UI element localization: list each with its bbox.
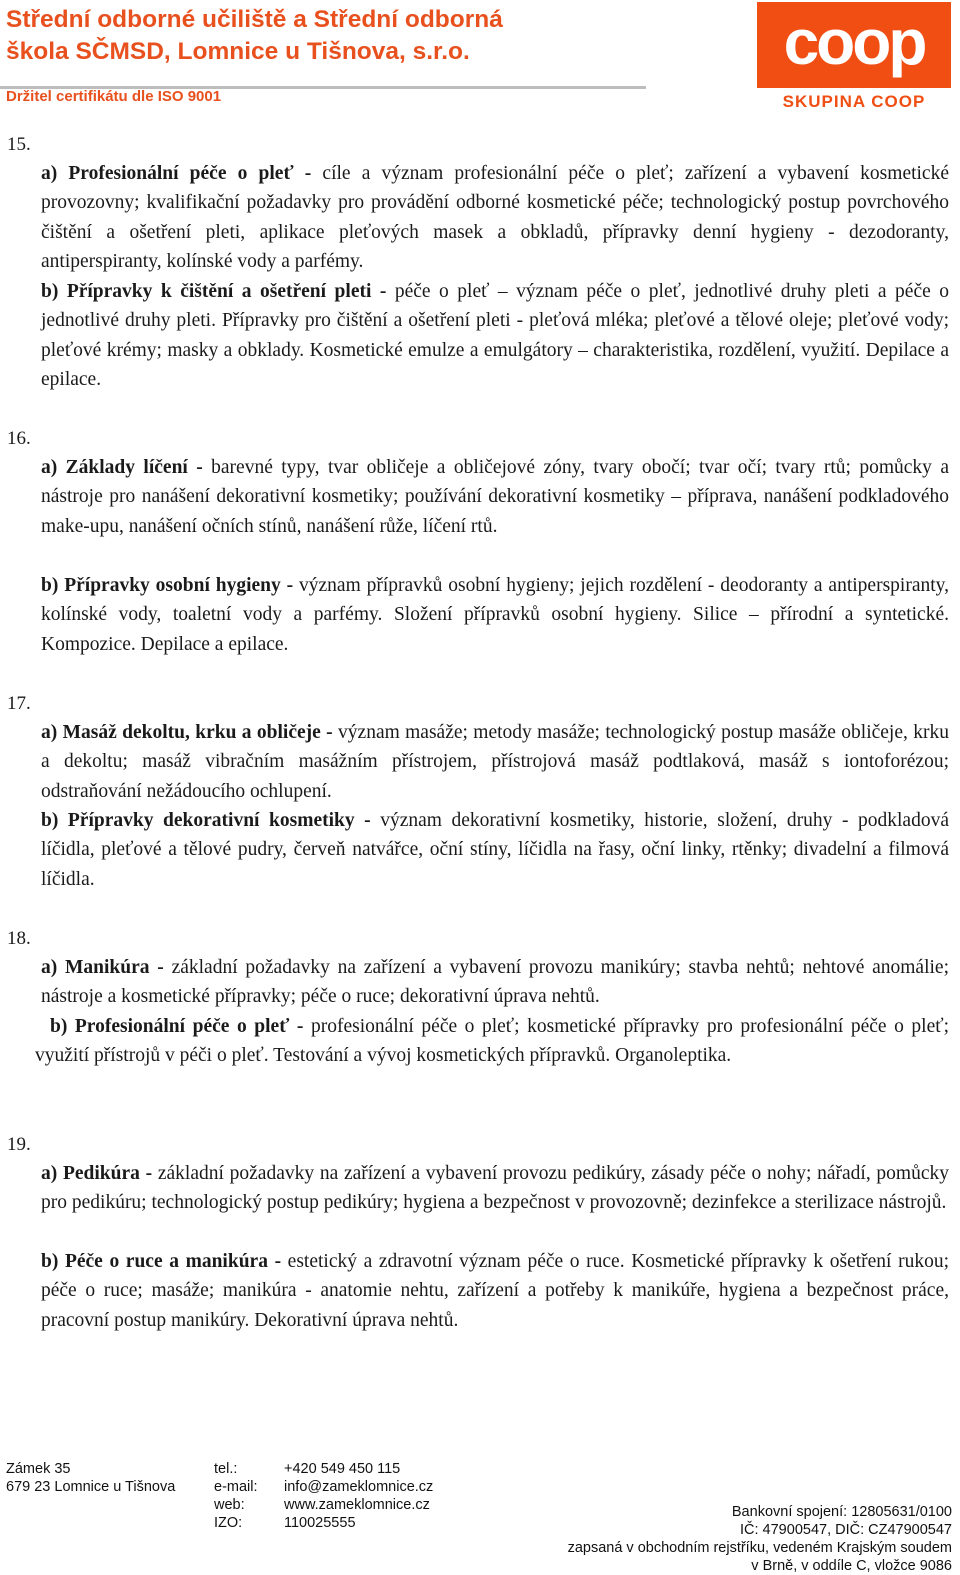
footer-email-label: e-mail: xyxy=(214,1479,258,1495)
section-16-b xyxy=(41,571,949,659)
footer-register-line1: zapsaná v obchodním rejstříku, vedeném Krajským soudem xyxy=(567,1540,952,1556)
section-17-a-title: a) Masáž dekoltu, krku a obličeje - xyxy=(41,722,333,743)
section-15-a-text: cíle a význam profesionální péče o pleť; zařízení a vybavení kosmetické provozovny; kvalifikační požadavky pro provádění odborné kosmetické péče; technologický postup povrchového čištění a ošetření pleti, aplikace pleťových masek a obkladů, přípravky denní hygieny - dezodoranty, antiperspiranty, kolínské vody a parfémy. xyxy=(41,163,949,273)
footer-register-line2: v Brně, v oddíle C, vložce 9086 xyxy=(751,1558,952,1574)
section-17-b-title: b) Přípravky dekorativní kosmetiky - xyxy=(41,810,371,831)
section-18-a-text: základní požadavky na zařízení a vybavení provozu manikúry; stavba nehtů; nehtové anomálie; nástroje a kosmetické přípravky; péče o ruce; dekorativní úprava nehtů. xyxy=(41,957,949,1008)
section-15-b-text: péče o pleť – význam péče o pleť, jednotlivé druhy pleti a péče o jednotlivé druhy pleti. Přípravky pro čištění a ošetření pleti - pleťová mléka; pleťové a tělové oleje; pleťové vody; pleťové krémy; masky a obklady. Kosmetické emulze a emulgátory – charakteristika, rozdělení, využití. Depilace a epilace. xyxy=(41,281,949,391)
section-17-b-text: význam dekorativní kosmetiky, historie, složení, druhy - podkladová líčidla, pleťové a tělové pudry, červeň natvářce, oční stíny, líčidla na řasy, oční linky, rtěnky; divadelní a filmová líčidla. xyxy=(41,810,949,890)
footer-web-label: web: xyxy=(214,1497,245,1513)
footer-tel-value: +420 549 450 115 xyxy=(284,1461,401,1477)
footer-address xyxy=(6,1460,175,1496)
section-19-a-text: základní požadavky na zařízení a vybavení provozu pedikúry, zásady péče o nohy; nářadí, pomůcky pro pedikúru; technologický postup pedikúry; hygiena a bezpečnost v provozovně; dezinfekce a sterilizace nástrojů. xyxy=(41,1163,949,1214)
section-19-a-title: a) Pedikúra - xyxy=(41,1163,153,1184)
footer-contact-values xyxy=(284,1460,433,1532)
section-18-b-text: profesionální péče o pleť; kosmetické přípravky pro profesionální péče o pleť; využití přístrojů v péči o pleť. Testování a vývoj kosmetických přípravků. Organoleptika. xyxy=(35,1016,949,1067)
section-15-b-title: b) Přípravky k čištění a ošetření pleti - xyxy=(41,281,387,302)
coop-logo-text: coop xyxy=(783,6,925,78)
section-16-a-text: barevné typy, tvar obličeje a obličejové zóny, tvary obočí; tvar očí; tvary rtů; pomůcky a nástroje pro nanášení dekorativní kosmetiky; používání dekorativní kosmetiky – příprava, nanášení podkladového make-upu, nanášení očních stínů, nanášení růže, líčení rtů. xyxy=(41,457,949,537)
section-17-a xyxy=(41,718,949,806)
footer-web-link[interactable]: www.zameklomnice.cz xyxy=(284,1497,430,1513)
section-number-17: 17. xyxy=(7,693,31,714)
footer-email-link[interactable]: info@zameklomnice.cz xyxy=(284,1479,434,1495)
section-19-b-title: b) Péče o ruce a manikúra - xyxy=(41,1251,282,1272)
section-15-b xyxy=(41,277,949,395)
section-18-b xyxy=(35,1012,949,1071)
footer-address-street: Zámek 35 xyxy=(6,1461,71,1477)
section-19-b-text: estetický a zdravotní význam péče o ruce. Kosmetické přípravky k ošetření rukou; péče o ruce; masáže; manikúra - anatomie nehtu, zařízení a potřeby k manikúře, hygiena a bezpečnost práce, pracovní postup manikúry. Dekorativní úprava nehtů. xyxy=(41,1251,949,1331)
section-16-a xyxy=(41,453,949,541)
school-name-line1: Střední odborné učiliště a Střední odborná xyxy=(6,6,503,33)
footer-bank: Bankovní spojení: 12805631/0100 xyxy=(731,1504,952,1520)
footer-contact-labels xyxy=(214,1460,258,1532)
section-16-a-title: a) Základy líčení - xyxy=(41,457,203,478)
section-17-b xyxy=(41,806,949,894)
section-number-16: 16. xyxy=(7,428,31,449)
section-15-a-title: a) Profesionální péče o pleť - xyxy=(41,163,312,184)
section-18-a-title: a) Manikúra - xyxy=(41,957,164,978)
section-19-b xyxy=(41,1247,949,1335)
section-number-19: 19. xyxy=(7,1134,31,1155)
footer-tel-label: tel.: xyxy=(214,1461,238,1477)
section-18-a xyxy=(41,953,949,1012)
footer-izo-value: 110025555 xyxy=(284,1515,356,1531)
school-name-line2: škola SČMSD, Lomnice u Tišnova, s.r.o. xyxy=(6,38,470,65)
footer-address-city: 679 23 Lomnice u Tišnova xyxy=(6,1479,176,1495)
coop-logo-mark xyxy=(757,2,951,88)
section-number-15: 15. xyxy=(7,134,31,155)
coop-logo xyxy=(757,2,951,88)
section-16-b-title: b) Přípravky osobní hygieny - xyxy=(41,575,294,596)
section-15-a xyxy=(41,159,949,277)
footer-company-info xyxy=(568,1503,952,1575)
section-number-18: 18. xyxy=(7,928,31,949)
section-16-b-text: význam přípravků osobní hygieny; jejich rozdělení - deodoranty a antiperspiranty, kolínské vody, toaletní vody a parfémy. Složení přípravků osobní hygieny. Silice – přírodní a syntetické. Kompozice. Depilace a epilace. xyxy=(41,575,949,655)
iso-certificate: Držitel certifikátu dle ISO 9001 xyxy=(6,88,222,105)
footer-ic: IČ: 47900547, DIČ: CZ47900547 xyxy=(740,1522,952,1538)
coop-group-label: SKUPINA COOP xyxy=(782,92,926,111)
section-19-a xyxy=(41,1159,949,1218)
school-name xyxy=(6,4,626,68)
section-17-a-text: význam masáže; metody masáže; technologický postup masáže obličeje, krku a dekoltu; masáž vibračním masážním přístrojem, přístrojová masáž podtlaková, masáž s iontoforézou; odstraňování nežádoucího ochlupení. xyxy=(41,722,949,802)
footer-izo-label: IZO: xyxy=(214,1515,243,1531)
section-18-b-title: b) Profesionální péče o pleť - xyxy=(50,1016,304,1037)
